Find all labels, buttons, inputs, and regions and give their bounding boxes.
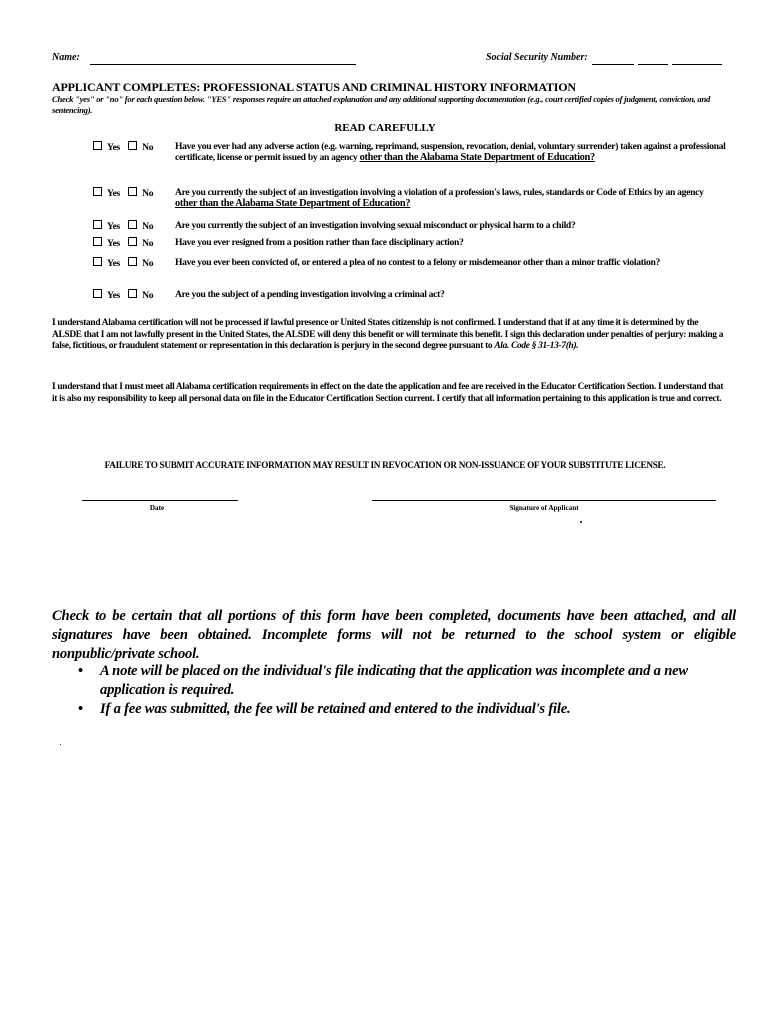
ssn-field-part2[interactable] bbox=[638, 64, 668, 65]
yes-checkbox[interactable] bbox=[93, 187, 102, 196]
ssn-label: Social Security Number: bbox=[486, 52, 588, 63]
code-citation: Ala. Code § 31-13-7(h). bbox=[494, 341, 579, 351]
question-5 bbox=[93, 257, 727, 268]
yes-checkbox[interactable] bbox=[93, 257, 102, 266]
header-row bbox=[52, 52, 722, 70]
instructions-text: Check "yes" or "no" for each question below. "YES" responses require an attached explanation and any additional supporting documentation (e.g., court certified copies of judgment, conviction, and sentencing). bbox=[52, 94, 711, 115]
no-checkbox[interactable] bbox=[128, 141, 137, 150]
no-checkbox[interactable] bbox=[128, 237, 137, 246]
bullet-icon: • bbox=[78, 663, 83, 679]
question-text: Have you ever had any adverse action (e.g. warning, reprimand, suspension, revocation, denial, voluntary surrender) taken against a professional certificate, license or permit issued by an agency other than the Alabama State Department of Education? bbox=[175, 141, 726, 163]
stray-mark bbox=[580, 521, 582, 523]
question-1 bbox=[93, 141, 727, 163]
name-field[interactable] bbox=[90, 64, 356, 65]
section-title: APPLICANT COMPLETES: PROFESSIONAL STATUS AND CRIMINAL HISTORY INFORMATION bbox=[52, 80, 576, 94]
stray-mark bbox=[60, 744, 61, 745]
no-option[interactable]: No bbox=[128, 220, 153, 232]
no-option[interactable]: No bbox=[128, 289, 153, 301]
note-bullets bbox=[78, 662, 738, 719]
no-option[interactable]: No bbox=[128, 257, 153, 269]
yes-option[interactable]: Yes bbox=[93, 141, 120, 153]
certification-declaration: I understand that I must meet all Alabama certification requirements in effect on the date the application and fee are received in the Educator Certification Section. I understand that it is also my responsibility to keep all personal data on file in the Educator Certification Section current. I certify that all information pertaining to this application is true and correct. bbox=[52, 382, 724, 404]
ssn-field-part3[interactable] bbox=[672, 64, 722, 65]
lawful-presence-declaration: I understand Alabama certification will not be processed if lawful presence or United States citizenship is not confirmed. I understand that if at any time it is determined by the ALSDE that I am not lawfully present in the United States, the ALSDE will deny this benefit or will terminate this benefit. I sign this declaration under penalties of perjury: making a false, fictitious, or fraudulent statement or representation in this declaration is perjury in the second degree pursuant to Ala. Code § 31-13-7(h). bbox=[52, 318, 724, 351]
question-text: Are you currently the subject of an investigation involving a violation of a profession's laws, rules, standards or Code of Ethics by an agency other than the Alabama State Department of Education? bbox=[175, 187, 704, 209]
question-text: Are you currently the subject of an investigation involving sexual misconduct or physical harm to a child? bbox=[175, 220, 576, 231]
bullet-icon: • bbox=[78, 701, 83, 717]
bullet-item: • If a fee was submitted, the fee will be retained and entered to the individual's file. bbox=[78, 701, 571, 717]
no-option[interactable]: No bbox=[128, 187, 153, 199]
read-carefully-label: READ CAREFULLY bbox=[334, 122, 436, 134]
question-6 bbox=[93, 289, 727, 300]
no-option[interactable]: No bbox=[128, 141, 153, 153]
yes-checkbox[interactable] bbox=[93, 141, 102, 150]
ssn-field-part1[interactable] bbox=[592, 64, 634, 65]
name-label: Name: bbox=[52, 52, 80, 63]
yes-option[interactable]: Yes bbox=[93, 257, 120, 269]
date-field[interactable] bbox=[82, 500, 238, 501]
no-checkbox[interactable] bbox=[128, 220, 137, 229]
question-2 bbox=[93, 187, 727, 209]
bullet-item: • A note will be placed on the individual's file indicating that the application was incomplete and a new application is required. bbox=[78, 663, 688, 698]
yes-option[interactable]: Yes bbox=[93, 220, 120, 232]
no-option[interactable]: No bbox=[128, 237, 153, 249]
question-text: Have you ever resigned from a position rather than face disciplinary action? bbox=[175, 237, 464, 248]
failure-notice: FAILURE TO SUBMIT ACCURATE INFORMATION MAY RESULT IN REVOCATION OR NON-ISSUANCE OF YOUR SUBSTITUTE LICENSE. bbox=[104, 460, 666, 470]
yes-option[interactable]: Yes bbox=[93, 289, 120, 301]
yes-checkbox[interactable] bbox=[93, 237, 102, 246]
date-label: Date bbox=[149, 504, 165, 512]
question-3 bbox=[93, 220, 727, 231]
yes-checkbox[interactable] bbox=[93, 220, 102, 229]
no-checkbox[interactable] bbox=[128, 257, 137, 266]
question-text: Are you the subject of a pending investigation involving a criminal act? bbox=[175, 289, 445, 300]
question-4 bbox=[93, 237, 727, 248]
yes-checkbox[interactable] bbox=[93, 289, 102, 298]
yes-option[interactable]: Yes bbox=[93, 187, 120, 199]
question-text: Have you ever been convicted of, or entered a plea of no contest to a felony or misdemeanor other than a minor traffic violation? bbox=[175, 257, 660, 268]
applicant-signature-label: Signature of Applicant bbox=[509, 504, 579, 512]
completion-note: Check to be certain that all portions of this form have been completed, documents have been attached, and all signatures have been obtained. Incomplete forms will not be returned to the school system or eligible nonpublic/private school. bbox=[52, 608, 736, 662]
no-checkbox[interactable] bbox=[128, 187, 137, 196]
yes-option[interactable]: Yes bbox=[93, 237, 120, 249]
no-checkbox[interactable] bbox=[128, 289, 137, 298]
applicant-signature-field[interactable] bbox=[372, 500, 716, 501]
